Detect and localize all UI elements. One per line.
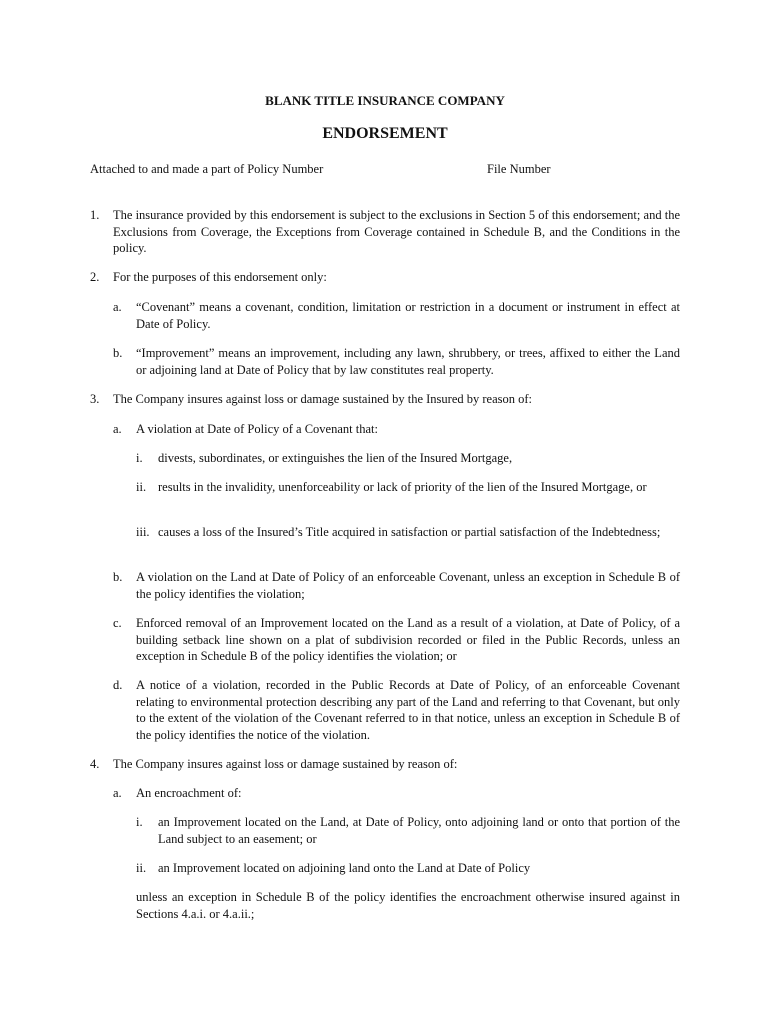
section-4-number: 4. [90,757,100,771]
document-title: ENDORSEMENT [322,125,448,142]
section-3-text: The Company insures against loss or damage sustained by the Insured by reason of: [113,392,533,406]
section-2-text: For the purposes of this endorsement only: [113,270,327,284]
section-1-number: 1. [90,208,100,222]
section-4a-closing-text: unless an exception in Schedule B of the policy identifies the encroachment otherwise insured against in Sections 4.a.i. or 4.a.ii.; [136,890,680,921]
section-4a-number: a. [113,786,122,800]
section-3b-number: b. [113,570,123,584]
section-3c-number: c. [113,616,122,630]
section-3ai-number: i. [136,451,143,465]
section-4ai-text: an Improvement located on the Land, at Date of Policy, onto adjoining land or onto that portion of the Land subject to an easement; or [158,815,680,846]
section-3aii-number: ii. [136,480,147,494]
section-4ai-number: i. [136,815,143,829]
section-3a-text: A violation at Date of Policy of a Covenant that: [136,422,378,436]
section-3c-text: Enforced removal of an Improvement located on the Land as a result of a violation, at Date of Policy, of a building setback line shown on a plat of subdivision recorded or filed in the Public Records, unless an exception in Schedule B of the policy identifies the violation; or [136,616,680,663]
section-3a-number: a. [113,422,122,436]
policy-number-label: Attached to and made a part of Policy Number [90,162,324,176]
section-4aii-number: ii. [136,861,147,875]
section-3b-text: A violation on the Land at Date of Policy of an enforceable Covenant, unless an exception in Schedule B of the policy identifies the violation; [136,570,680,601]
section-3aiii-text: causes a loss of the Insured’s Title acquired in satisfaction or partial satisfaction of the Indebtedness; [158,525,661,539]
section-2b-number: b. [113,346,123,360]
section-2b-text: “Improvement” means an improvement, including any lawn, shrubbery, or trees, affixed to either the Land or adjoining land at Date of Policy that by law constitutes real property. [136,346,680,377]
section-3d-number: d. [113,678,123,692]
company-name: BLANK TITLE INSURANCE COMPANY [265,93,505,108]
section-4a-text: An encroachment of: [136,786,242,800]
section-3-number: 3. [90,392,100,406]
section-2-number: 2. [90,270,100,284]
section-2a-text: “Covenant” means a covenant, condition, limitation or restriction in a document or instrument in effect at Date of Policy. [136,300,680,331]
section-3aii-text: results in the invalidity, unenforceability or lack of priority of the lien of the Insured Mortgage, or [158,480,647,494]
section-3d-text: A notice of a violation, recorded in the Public Records at Date of Policy, of an enforceable Covenant relating to environmental protection describing any part of the Land and referring to that Covenant, but only to the extent of the violation of the Covenant referred to in that notice, unless an exception in Schedule B of the policy identifies the notice of the violation. [136,678,680,742]
section-4aii-text: an Improvement located on adjoining land onto the Land at Date of Policy [158,861,531,875]
file-number-label: File Number [487,162,551,176]
section-4-text: The Company insures against loss or damage sustained by reason of: [113,757,458,771]
section-3ai-text: divests, subordinates, or extinguishes the lien of the Insured Mortgage, [158,451,513,465]
section-2a-number: a. [113,300,122,314]
section-3aiii-number: iii. [136,525,150,539]
section-1-text: The insurance provided by this endorsement is subject to the exclusions in Section 5 of this endorsement; and the Exclusions from Coverage, the Exceptions from Coverage contained in Schedule B, and the Conditions in the policy. [113,208,680,255]
